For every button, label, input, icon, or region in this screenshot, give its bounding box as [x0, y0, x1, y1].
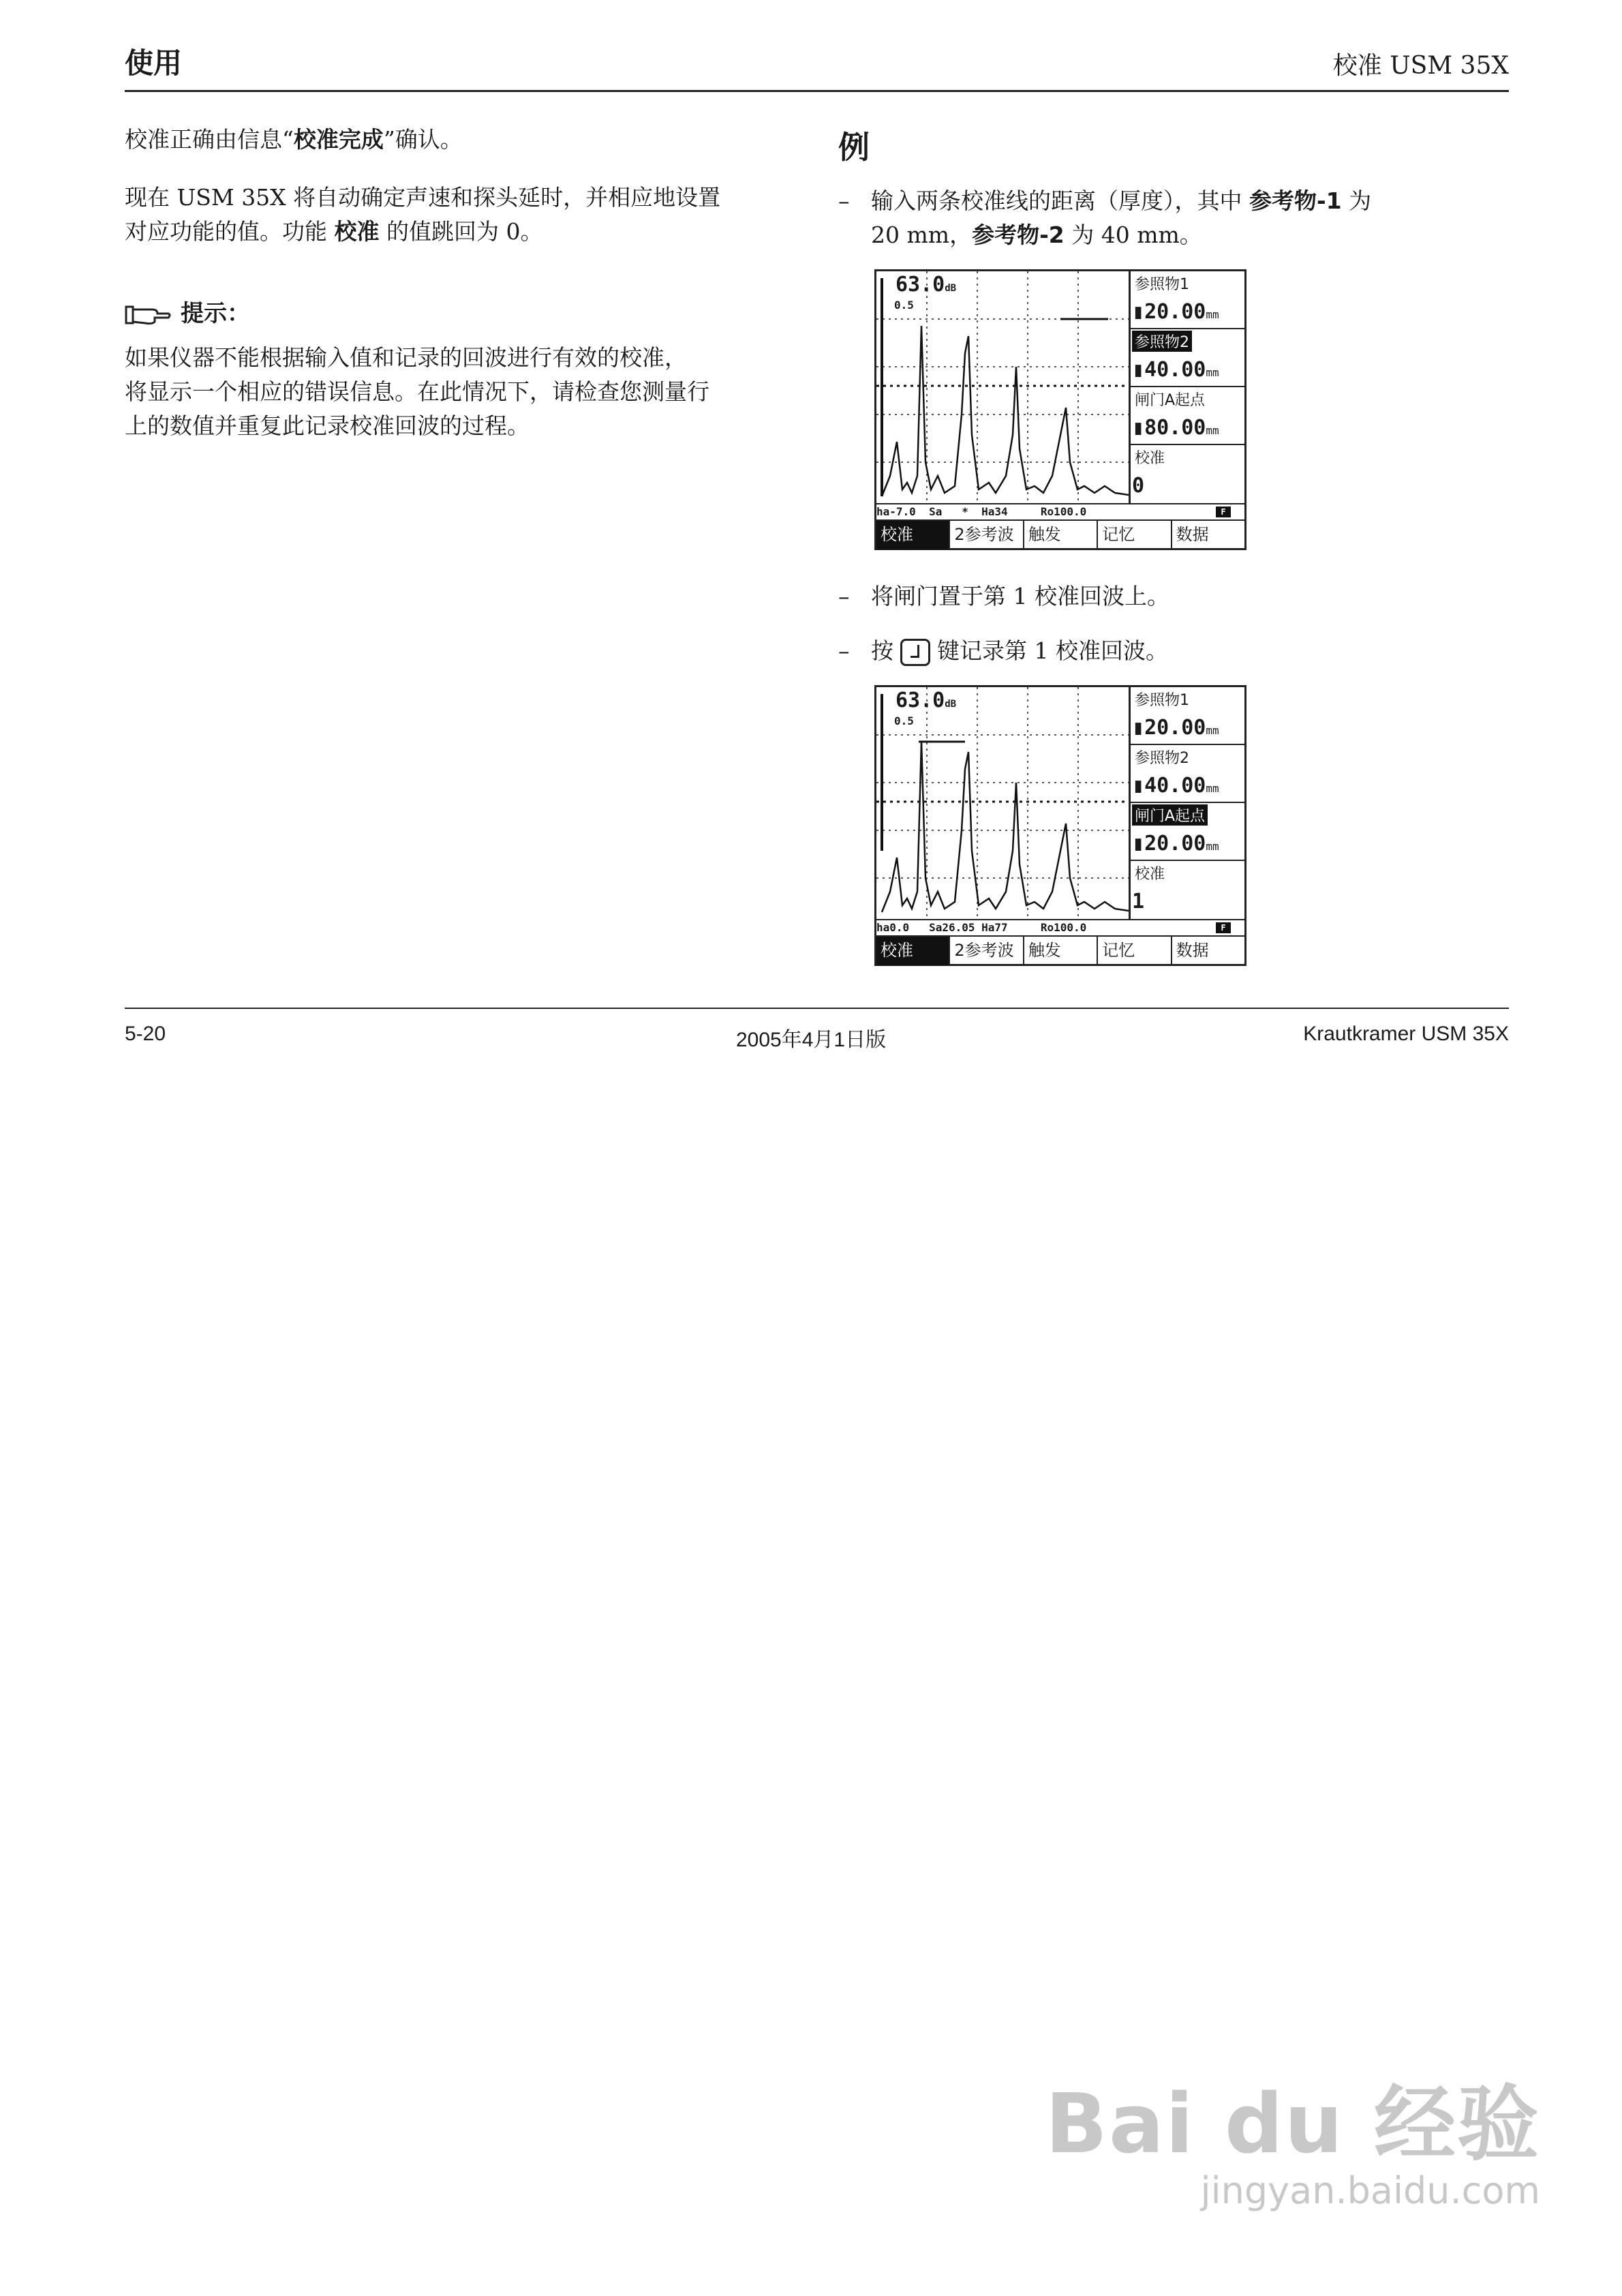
status-line — [876, 503, 1244, 519]
param-value: ▮40.00mm — [1132, 774, 1219, 798]
hint-label: 提示： — [181, 300, 250, 327]
text-line: 现在 USM 35X 将自动确定声速和探头延时，并相应地设置 — [125, 184, 721, 211]
gain-unit: dB — [945, 699, 957, 710]
text-line — [871, 184, 1498, 218]
watermark-logo-text: Bai du 经验 — [1045, 2077, 1540, 2172]
menu-calibrate: 校准 — [876, 937, 950, 965]
status-flag: F — [1216, 922, 1231, 933]
paragraph-auto — [125, 181, 793, 249]
value-number: 20.00 — [1144, 832, 1206, 856]
page-number: 5-20 — [125, 1023, 166, 1045]
param-value: 0 — [1132, 474, 1145, 498]
text: 的值跳回为 0。 — [379, 218, 543, 245]
footer-rule — [125, 1008, 1509, 1009]
param-calibrate — [1131, 445, 1244, 503]
param-value: ▮20.00mm — [1132, 716, 1219, 740]
value-unit: mm — [1206, 840, 1219, 853]
value-number: 80.00 — [1144, 416, 1206, 440]
page-section-title: 使用 — [125, 46, 183, 80]
text-line — [125, 215, 793, 249]
param-value: ▮20.00mm — [1132, 832, 1219, 856]
value-number: 20.00 — [1144, 300, 1206, 324]
param-reference-2 — [1131, 329, 1244, 387]
watermark-url: jingyan.baidu.com — [1200, 2169, 1540, 2212]
param-value: ▮80.00mm — [1132, 416, 1219, 440]
text: ”确认。 — [383, 126, 463, 153]
bold-term: 参考物-2 — [972, 222, 1065, 248]
menu-memory: 记忆 — [1098, 937, 1172, 965]
gain-readout — [896, 273, 956, 297]
value-unit: mm — [1206, 366, 1219, 379]
a-scan-trace — [876, 271, 1129, 503]
param-label: 闸门A起点 — [1135, 392, 1206, 409]
value-number: 40.00 — [1144, 358, 1206, 382]
gain-step: 0.5 — [894, 299, 914, 312]
param-gate-a-start — [1131, 387, 1244, 445]
function-panel — [1131, 687, 1244, 919]
menu-memory: 记忆 — [1098, 521, 1172, 549]
param-value: ▮20.00mm — [1132, 300, 1219, 324]
param-label: 参照物2 — [1135, 750, 1189, 767]
gain-readout — [896, 689, 956, 712]
param-reference-1 — [1131, 687, 1244, 745]
menu-trigger: 触发 — [1024, 521, 1098, 549]
value-unit: mm — [1206, 308, 1219, 321]
bullet-dash: – — [838, 187, 850, 214]
step-1-text — [871, 184, 1498, 252]
a-scan-trace — [876, 687, 1129, 919]
text: 为 — [1341, 187, 1372, 214]
status-text: ha-7.0 Sa * Ha34 Ro100.0 — [876, 505, 1087, 518]
param-label: 参照物1 — [1135, 276, 1189, 293]
param-gate-a-start — [1131, 803, 1244, 861]
param-reference-1 — [1131, 271, 1244, 329]
status-text: ha0.0 Sa26.05 Ha77 Ro100.0 — [876, 921, 1087, 934]
text: 输入两条校准线的距离（厚度），其中 — [871, 187, 1249, 214]
bold-term: 校准完成 — [293, 126, 384, 153]
param-label: 校准 — [1135, 450, 1165, 467]
menu-reference-echo: 2参考波 — [950, 521, 1024, 549]
example-heading: 例 — [838, 129, 870, 166]
text: 校准正确由信息“ — [125, 126, 294, 153]
text-line: 上的数值并重复此记录校准回波的过程。 — [125, 412, 530, 439]
function-panel — [1131, 271, 1244, 503]
param-reference-2 — [1131, 745, 1244, 803]
step-2-text: 将闸门置于第 1 校准回波上。 — [871, 583, 1169, 609]
text: 20 mm， — [871, 222, 973, 248]
function-menu — [876, 519, 1244, 549]
text: 按 — [871, 637, 893, 664]
menu-calibrate: 校准 — [876, 521, 950, 549]
gain-value: 63.0 — [896, 689, 945, 712]
hint-heading — [125, 294, 250, 329]
value-unit: mm — [1206, 782, 1219, 795]
value-number: 20.00 — [1144, 716, 1206, 740]
product-name: Krautkramer USM 35X — [1303, 1023, 1509, 1045]
instrument-screen-1 — [874, 269, 1246, 550]
text: 键记录第 1 校准回波。 — [937, 637, 1168, 664]
menu-trigger: 触发 — [1024, 937, 1098, 965]
a-scan-display — [876, 271, 1131, 503]
header-rule — [125, 90, 1509, 92]
value-unit: mm — [1206, 424, 1219, 437]
step-3-text — [871, 634, 1498, 668]
param-label: 校准 — [1135, 866, 1165, 883]
text: 为 40 mm。 — [1064, 222, 1202, 248]
a-scan-display — [876, 687, 1131, 919]
gain-step: 0.5 — [894, 714, 914, 727]
bold-term: 参考物-1 — [1249, 187, 1342, 214]
menu-data: 数据 — [1176, 525, 1209, 544]
edition-date: 2005年4月1日版 — [736, 1029, 887, 1051]
instrument-screen-2 — [874, 685, 1246, 966]
page-header-right: 校准 USM 35X — [1332, 52, 1509, 80]
menu-data: 数据 — [1176, 941, 1209, 960]
param-label: 参照物1 — [1135, 692, 1189, 709]
bold-term: 校准 — [334, 218, 380, 245]
bullet-dash: – — [838, 637, 850, 664]
status-line — [876, 919, 1244, 935]
pointing-hand-icon — [125, 301, 172, 329]
bullet-dash: – — [838, 583, 850, 609]
text-line: 如果仪器不能根据输入值和记录的回波进行有效的校准， — [125, 344, 687, 371]
value-unit: mm — [1206, 724, 1219, 737]
param-value: ▮40.00mm — [1132, 358, 1219, 382]
param-calibrate — [1131, 861, 1244, 919]
paragraph-confirm — [125, 123, 793, 157]
text-line: 将显示一个相应的错误信息。在此情况下，请检查您测量行 — [125, 378, 709, 405]
status-flag: F — [1216, 507, 1231, 517]
text: 对应功能的值。功能 — [125, 218, 335, 245]
menu-reference-echo: 2参考波 — [950, 937, 1024, 965]
function-menu — [876, 935, 1244, 965]
text-line — [871, 218, 1498, 252]
param-value: 1 — [1132, 890, 1145, 913]
value-number: 40.00 — [1144, 774, 1206, 798]
hint-paragraph — [125, 341, 793, 443]
enter-key-icon — [900, 639, 930, 666]
gain-unit: dB — [945, 283, 957, 294]
param-label-selected: 参照物2 — [1132, 331, 1192, 352]
param-label-selected: 闸门A起点 — [1132, 804, 1208, 826]
gain-value: 63.0 — [896, 273, 945, 297]
baidu-jingyan-watermark — [1045, 2059, 1540, 2212]
